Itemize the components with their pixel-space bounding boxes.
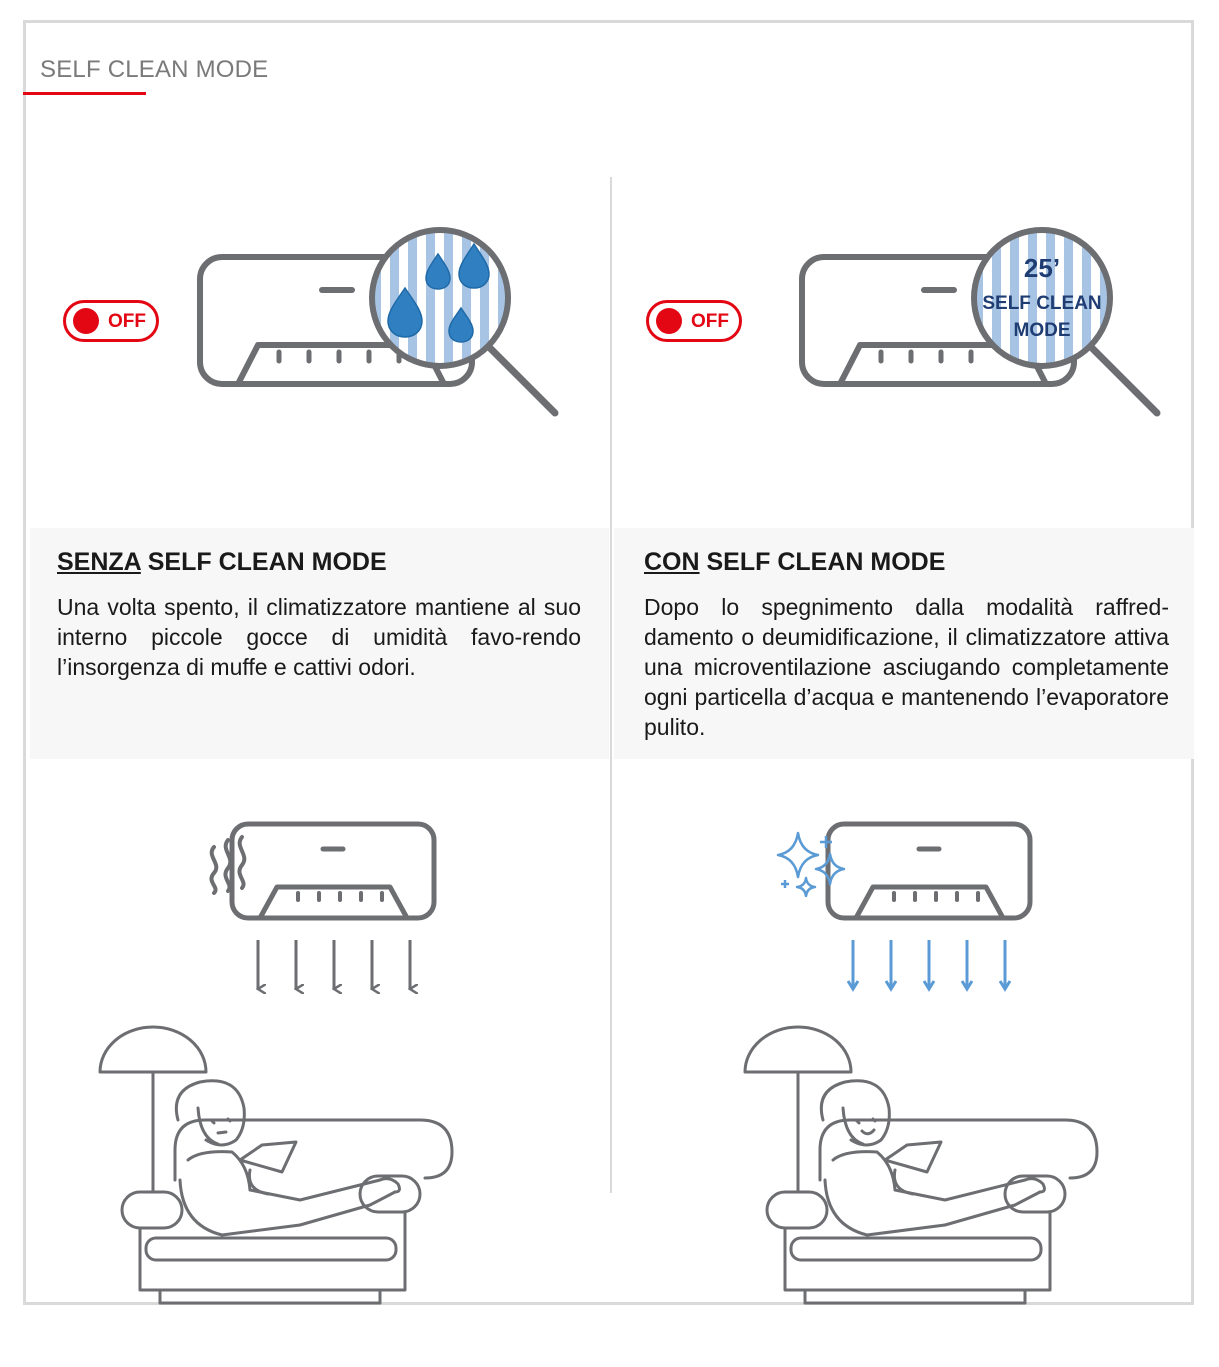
ac-unit-fresh-icon — [778, 824, 1030, 918]
panel-description: Una volta spento, il climatizzatore mantiene al suo interno piccole gocce di umidità favo-rendo l’insorgenza di muffe e cattivi odori. — [57, 594, 581, 680]
title-rest: SELF CLEAN MODE — [140, 548, 387, 576]
panel-without-self-clean — [30, 528, 609, 759]
panel-description: Dopo lo spegnimento dalla modalità raffred-damento o deumidificazione, il climatizzatore attiva una microventilazione asciugando completamente ogni particella d’acqua e mantenendo l’evaporatore pulito. — [644, 594, 1169, 740]
page-title: SELF CLEAN MODE — [40, 56, 269, 83]
toggle-label: OFF — [108, 311, 146, 332]
smiling-woman-on-sofa-icon — [745, 1027, 1097, 1303]
ac-unit-with-drops-icon — [200, 230, 555, 413]
airflow-arrows-blue-icon — [848, 940, 1010, 989]
sparkles-icon — [778, 833, 844, 896]
panel-title — [644, 548, 945, 577]
panel-with-self-clean — [614, 528, 1194, 759]
lens-mode-label-line2: MODE — [1013, 320, 1071, 341]
title-rest: SELF CLEAN MODE — [699, 548, 946, 576]
panel-title — [57, 548, 387, 577]
title-keyword: CON — [644, 548, 700, 576]
woman-on-sofa-icon — [100, 1027, 452, 1303]
odor-waves-icon — [211, 837, 244, 893]
lens-mode-label-line1: SELF CLEAN — [982, 293, 1102, 314]
title-keyword: SENZA — [57, 548, 141, 576]
airflow-arrows-gray-icon — [258, 940, 410, 989]
lens-time-label: 25’ — [1023, 253, 1061, 283]
toggle-label: OFF — [691, 311, 729, 332]
ac-unit-odor-icon — [211, 824, 434, 918]
